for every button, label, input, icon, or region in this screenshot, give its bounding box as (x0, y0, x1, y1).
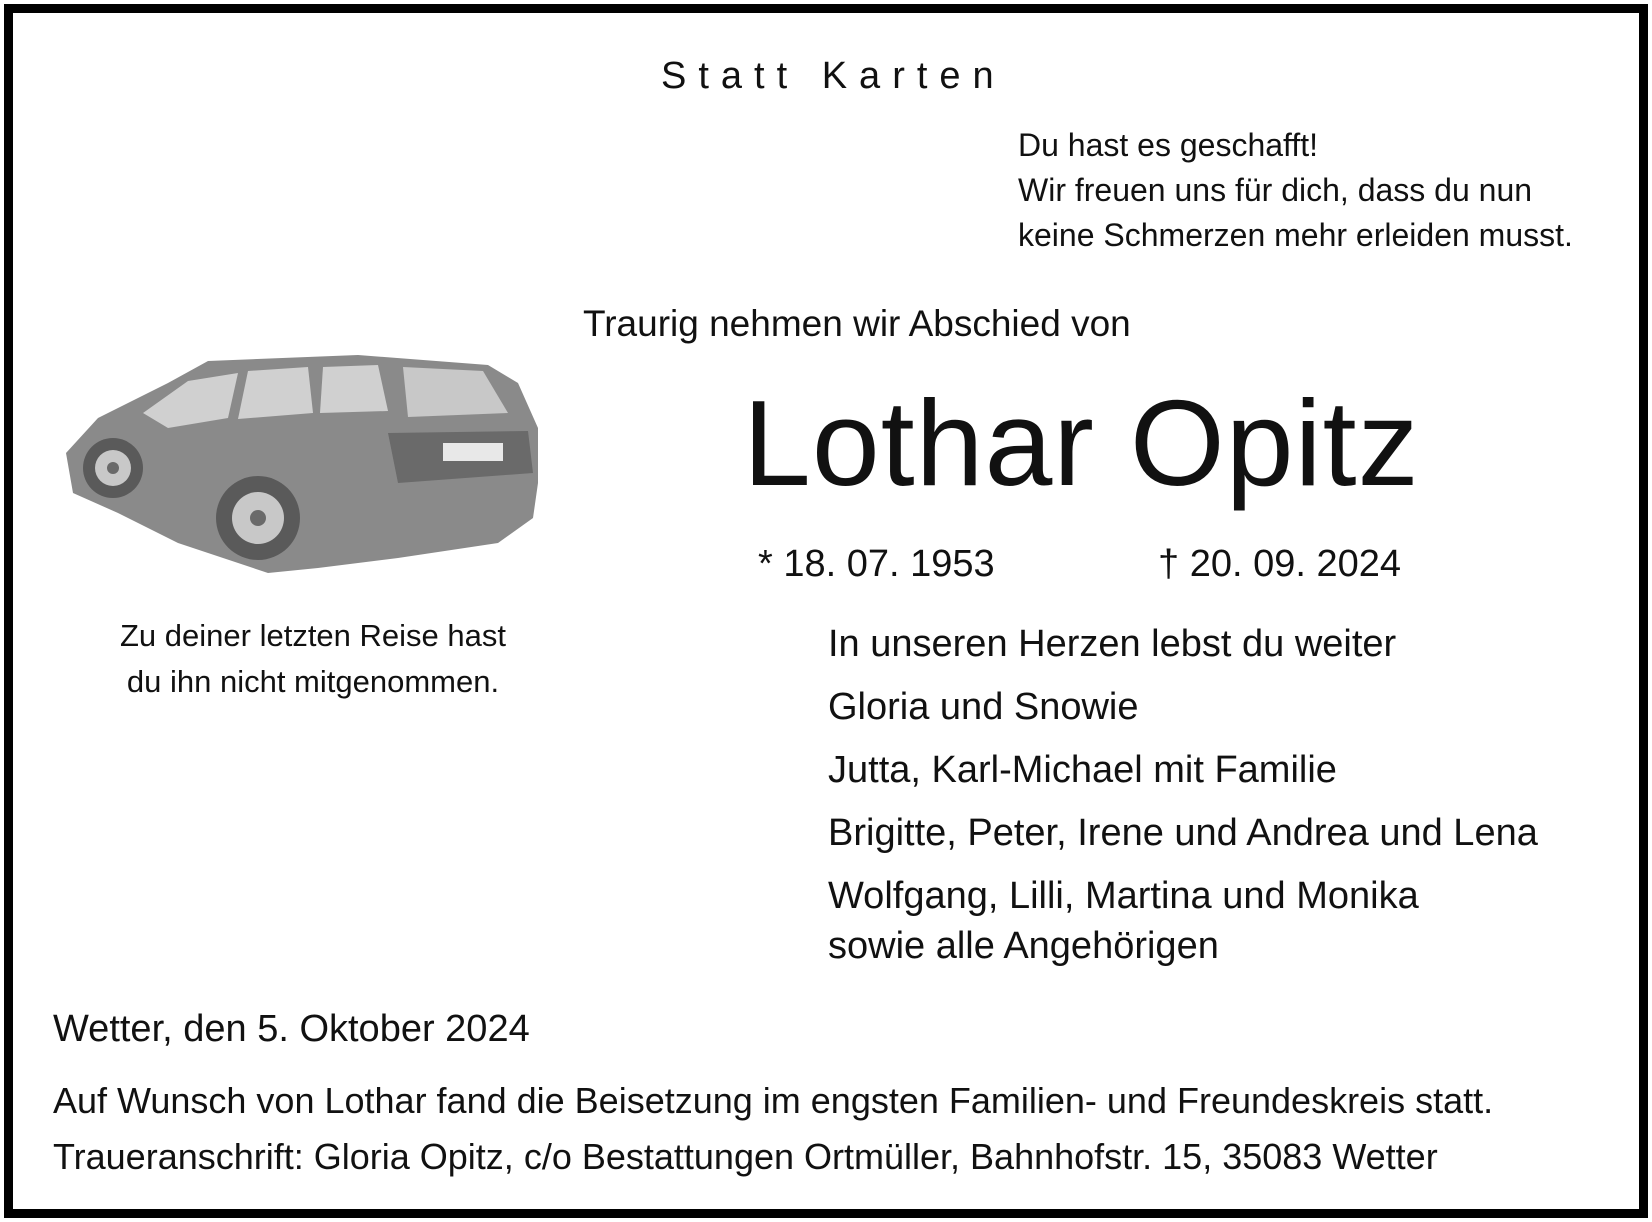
footer-line: Auf Wunsch von Lothar fand die Beisetzung im engsten Familien- und Freundeskreis statt. (53, 1080, 1494, 1121)
image-caption (53, 613, 573, 705)
intro-text: Traurig nehmen wir Abschied von (583, 303, 1131, 344)
place-date: Wetter, den 5. Oktober 2024 (53, 1008, 530, 1050)
survivor-line: In unseren Herzen lebst du weiter (828, 623, 1397, 665)
survivor-line: sowie alle Angehörigen (828, 925, 1219, 967)
caption-line: du ihn nicht mitgenommen. (126, 664, 500, 699)
birth-date: * 18. 07. 1953 (758, 543, 995, 585)
survivor-line: Jutta, Karl-Michael mit Familie (828, 749, 1337, 791)
footer-notice (53, 1073, 1493, 1185)
survivor-line: Gloria und Snowie (828, 686, 1139, 728)
death-date: † 20. 09. 2024 (1158, 543, 1401, 585)
poem-line: Wir freuen uns für dich, dass du nun (1018, 172, 1533, 208)
footer-line: Traueranschrift: Gloria Opitz, c/o Bestattungen Ortmüller, Bahnhofstr. 15, 35083 Wetter (53, 1136, 1438, 1177)
station-wagon-car-icon (58, 343, 578, 603)
deceased-name: Lothar Opitz (743, 375, 1420, 511)
caption-line: Zu deiner letzten Reise hast (120, 618, 506, 653)
poem (1018, 123, 1573, 258)
obituary-card (4, 4, 1648, 1218)
survivor-line: Wolfgang, Lilli, Martina und Monika (828, 875, 1419, 917)
poem-line: Du hast es geschafft! (1018, 127, 1319, 163)
header-statt-karten: Statt Karten (661, 55, 1006, 97)
poem-line: keine Schmerzen mehr erleiden musst. (1018, 217, 1573, 253)
survivor-line: Brigitte, Peter, Irene und Andrea und Lena (828, 812, 1538, 854)
survivors-list (828, 623, 1538, 988)
